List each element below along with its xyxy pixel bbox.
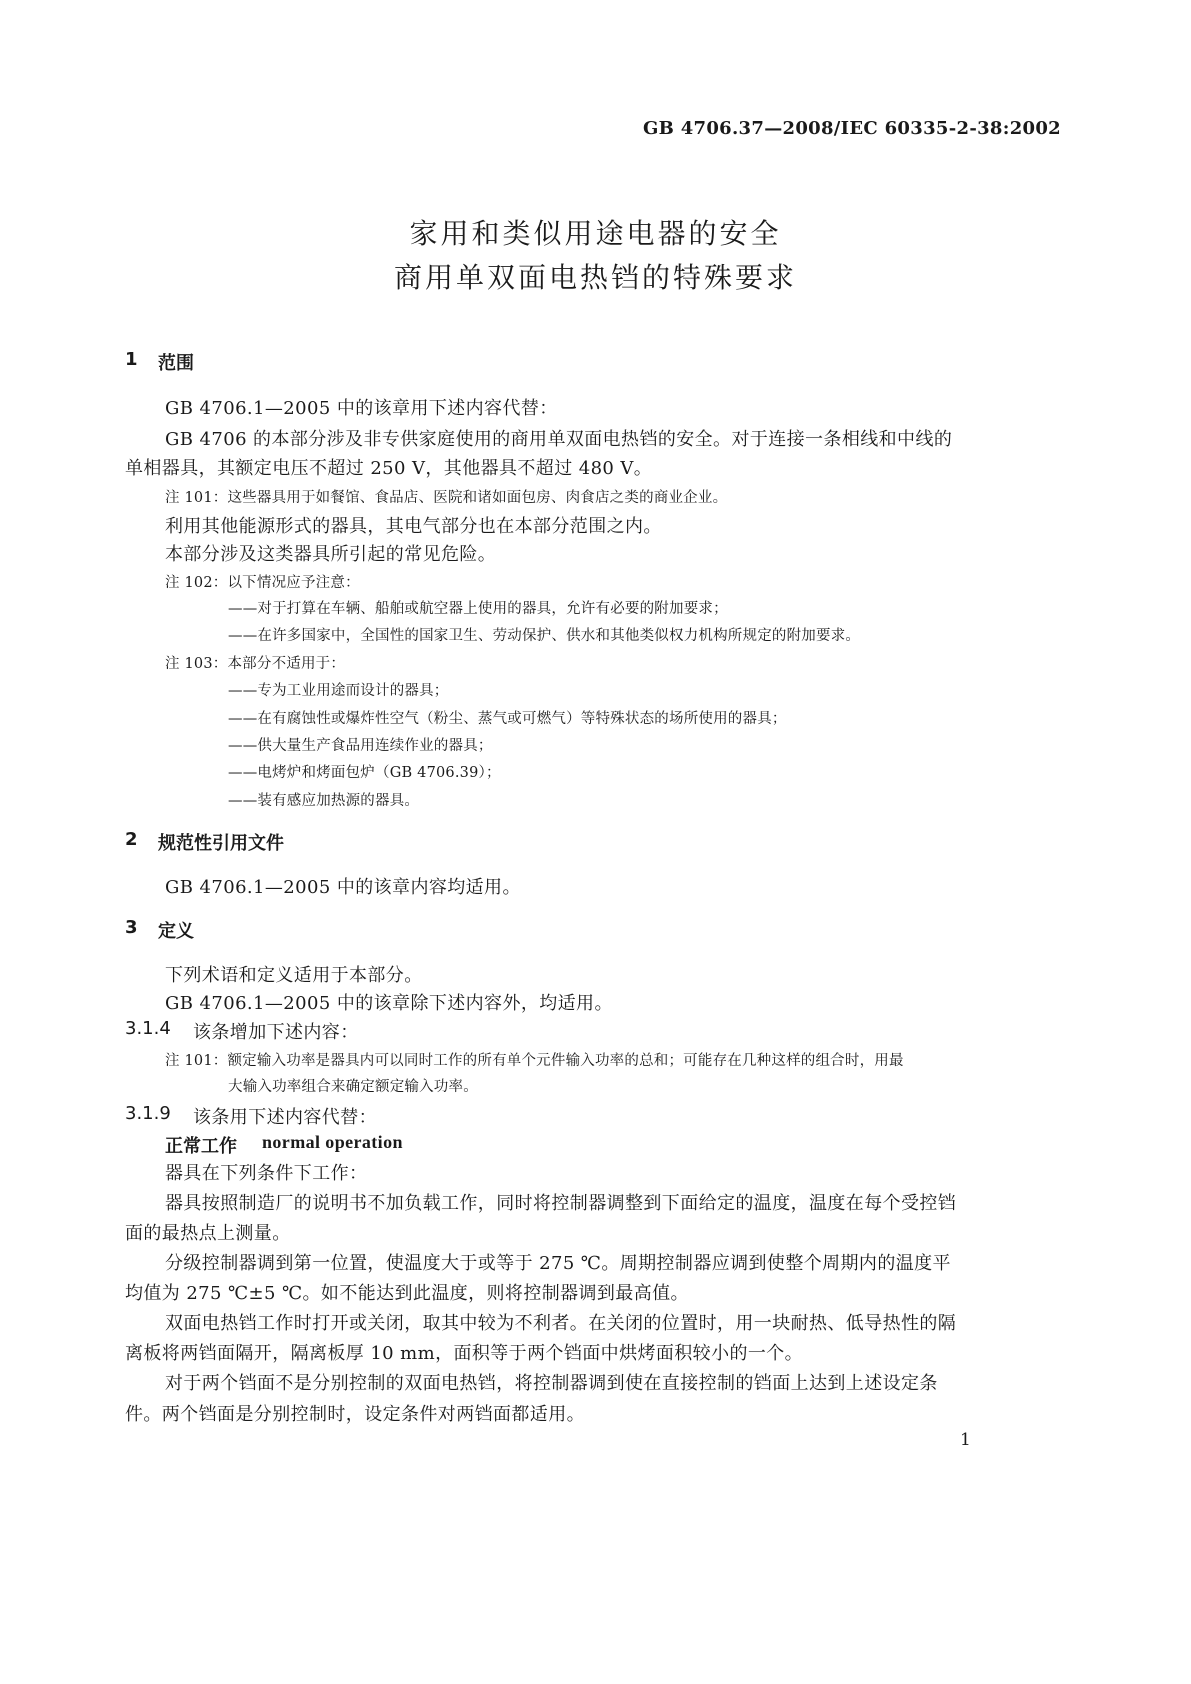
clause-3-1-4-text: 该条增加下述内容： (193, 1022, 359, 1043)
section-1-para-2a: GB 4706 的本部分涉及非专供家庭使用的商用单双面电热铛的安全。对于连接一条相线和中线的 (165, 429, 953, 450)
definition-para-4a: 双面电热铛工作时打开或关闭，取其中较为不利者。在关闭的位置时，用一块耐热、低导热性的隔 (165, 1313, 957, 1334)
section-1-heading: 范围 (158, 353, 194, 374)
definition-para-2b: 面的最热点上测量。 (125, 1223, 291, 1244)
section-1-para-3: 利用其他能源形式的器具，其电气部分也在本部分范围之内。 (165, 516, 662, 537)
term-english: normal operation (262, 1132, 403, 1152)
note-103-item: ——专为工业用途而设计的器具； (228, 683, 449, 699)
section-3-heading: 定义 (158, 921, 194, 942)
definition-para-4b: 离板将两铛面隔开，隔离板厚 10 mm，面积等于两个铛面中烘烤面积较小的一个。 (125, 1343, 804, 1364)
section-1-para-2b: 单相器具，其额定电压不超过 250 V，其他器具不超过 480 V。 (125, 458, 653, 479)
section-3-number: 3 (125, 917, 138, 938)
clause-3-1-4-note-101a: 注 101：额定输入功率是器具内可以同时工作的所有单个元件输入功率的总和；可能存在几种这样的组合时，用最 (165, 1053, 904, 1069)
clause-3-1-9-text: 该条用下述内容代替： (193, 1107, 377, 1128)
clause-3-1-9-number: 3.1.9 (125, 1103, 171, 1124)
page-number: 1 (960, 1430, 971, 1450)
note-102-item: ——在许多国家中，全国性的国家卫生、劳动保护、供水和其他类似权力机构所规定的附加要求。 (228, 628, 861, 644)
section-1-para-1: GB 4706.1—2005 中的该章用下述内容代替： (165, 398, 558, 419)
definition-para-3b: 均值为 275 ℃±5 ℃。如不能达到此温度，则将控制器调到最高值。 (125, 1283, 689, 1304)
section-1-note-103: 注 103：本部分不适用于： (165, 656, 346, 672)
note-103-item: ——在有腐蚀性或爆炸性空气（粉尘、蒸气或可燃气）等特殊状态的场所使用的器具； (228, 711, 787, 727)
note-103-item: ——供大量生产食品用连续作业的器具； (228, 738, 493, 754)
definition-para-2a: 器具按照制造厂的说明书不加负载工作，同时将控制器调整到下面给定的温度，温度在每个受控铛 (165, 1193, 957, 1214)
section-2-heading: 规范性引用文件 (158, 833, 284, 854)
note-102-item: ——对于打算在车辆、船舶或航空器上使用的器具，允许有必要的附加要求； (228, 601, 728, 617)
section-2-para-1: GB 4706.1—2005 中的该章内容均适用。 (165, 877, 521, 898)
title-line-1: 家用和类似用途电器的安全 (409, 217, 782, 250)
definition-para-1: 器具在下列条件下工作： (165, 1163, 368, 1184)
term-chinese: 正常工作 (165, 1136, 237, 1157)
section-1-para-4: 本部分涉及这类器具所引起的常见危险。 (165, 544, 497, 565)
note-103-item: ——装有感应加热源的器具。 (228, 793, 420, 809)
definition-para-5b: 件。两个铛面是分别控制时，设定条件对两铛面都适用。 (125, 1404, 585, 1425)
section-3-para-1: 下列术语和定义适用于本部分。 (165, 965, 423, 986)
note-103-item: ——电烤炉和烤面包炉（GB 4706.39）； (228, 765, 501, 781)
section-3-para-2: GB 4706.1—2005 中的该章除下述内容外，均适用。 (165, 993, 613, 1014)
clause-3-1-4-note-101b: 大输入功率组合来确定额定输入功率。 (228, 1079, 478, 1095)
section-1-number: 1 (125, 349, 138, 370)
definition-para-5a: 对于两个铛面不是分别控制的双面电热铛，将控制器调到使在直接控制的铛面上达到上述设定条 (165, 1373, 938, 1394)
section-1-note-102: 注 102：以下情况应予注意： (165, 575, 360, 591)
section-1-note-101: 注 101：这些器具用于如餐馆、食品店、医院和诸如面包房、肉食店之类的商业企业。 (165, 490, 728, 506)
clause-3-1-4-number: 3.1.4 (125, 1018, 171, 1039)
title-line-2: 商用单双面电热铛的特殊要求 (393, 261, 797, 294)
definition-para-3a: 分级控制器调到第一位置，使温度大于或等于 275 ℃。周期控制器应调到使整个周期内的温度平 (165, 1253, 951, 1274)
section-2-number: 2 (125, 829, 138, 850)
standard-code: GB 4706.37—2008/IEC 60335-2-38:2002 (642, 118, 1061, 139)
